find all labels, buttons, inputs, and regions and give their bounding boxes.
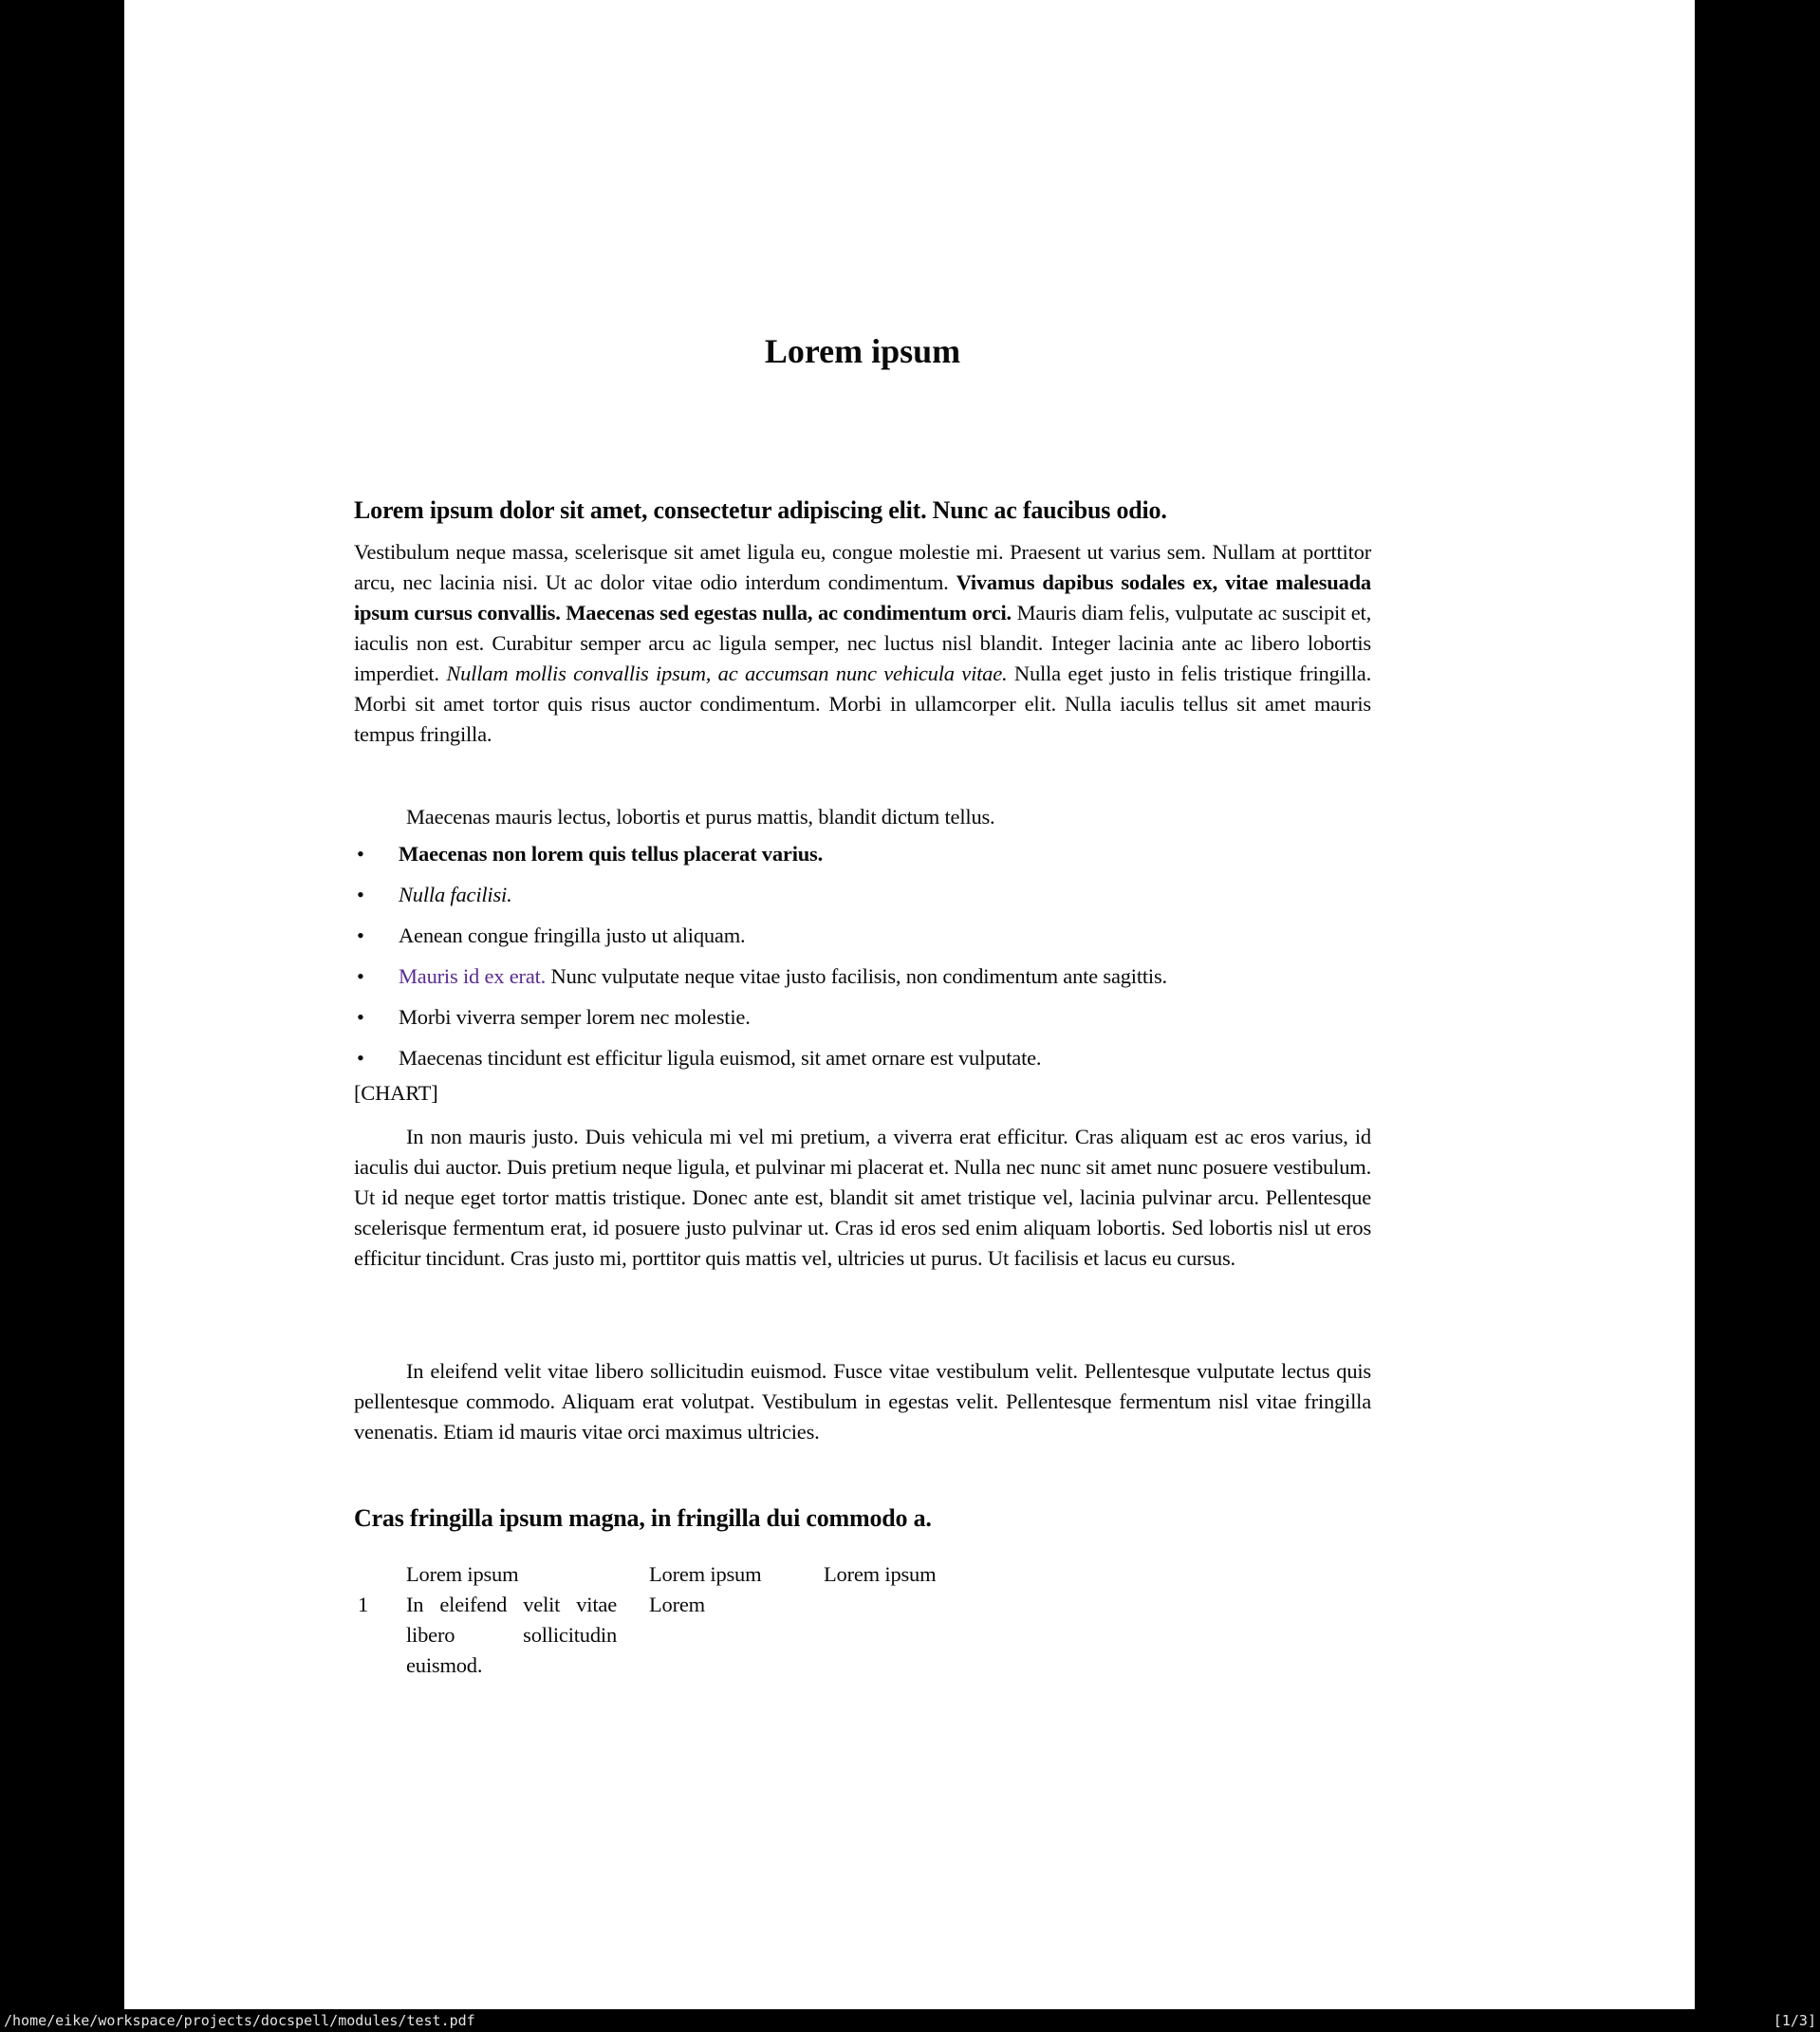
bullet-dot-icon: •: [357, 1005, 364, 1029]
table-cell-2: Lorem: [649, 1593, 705, 1616]
table-header-col3: Lorem ipsum: [824, 1562, 937, 1586]
bullet-item: [357, 1043, 1371, 1073]
bullet-item: [357, 921, 1371, 951]
text-segment: Nulla eget justo in felis tristique fringilla. Morbi sit amet tortor quis risus auctor condimentum. Morbi in ullamcorper elit. Nulla iaculis tellus sit amet mauris tempus fringilla.: [354, 662, 1371, 746]
section-heading-2: Cras fringilla ipsum magna, in fringilla dui commodo a.: [354, 1504, 932, 1532]
statusbar-file-path: /home/eike/workspace/projects/docspell/modules/test.pdf: [4, 2012, 475, 2029]
bullet-dot-icon: •: [357, 964, 364, 988]
text-segment: Aenean congue fringilla justo ut aliquam.: [399, 923, 746, 947]
text-segment: Vestibulum neque massa, scelerisque sit amet ligula eu, congue molestie mi. Praesent ut varius sem. Nullam at porttitor arcu, nec lacinia nisi. Ut ac dolor vitae odio interdum condimentum.: [354, 540, 1371, 594]
bullet-item-text: [399, 1046, 1041, 1070]
text-segment: Nunc vulputate neque vitae justo facilisis, non condimentum ante sagittis.: [546, 964, 1167, 988]
text-segment: Maecenas tincidunt est efficitur ligula euismod, sit amet ornare est vulputate.: [399, 1046, 1042, 1070]
bullet-item: [357, 1002, 1371, 1033]
statusbar: [0, 2009, 1820, 2032]
text-segment: Mauris diam felis, vulputate ac suscipit et, iaculis non est. Curabitur semper arcu ac ligula semper, nec luctus nisl blandit. Integer lacinia ante ac libero lobortis imperdiet.: [354, 601, 1371, 685]
paragraph-3: In eleifend velit vitae libero sollicitudin euismod. Fusce vitae vestibulum velit. Pellentesque vulputate lectus quis pellentesque commodo. Aliquam erat volutpat. Vestibulum in egestas velit. Pellentesque fermentum nisl vitae fringilla venenatis. Etiam id mauris vitae orci maximus ultricies.: [354, 1359, 1371, 1444]
pdf-page[interactable]: [124, 0, 1695, 2009]
bullet-dot-icon: •: [357, 842, 364, 866]
document-title: Lorem ipsum: [764, 332, 961, 370]
table-header-col1: Lorem ipsum: [406, 1562, 519, 1586]
bullet-dot-icon: •: [357, 923, 364, 947]
statusbar-page-indicator: [1/3]: [1773, 2012, 1816, 2029]
bullet-dot-icon: •: [357, 1046, 364, 1070]
bullet-list: [357, 839, 1371, 1084]
bullet-item-text: [399, 883, 512, 906]
bullet-item: [357, 839, 1371, 869]
text-segment: Morbi viverra semper lorem nec molestie.: [399, 1005, 751, 1029]
paragraph-intro-line: Maecenas mauris lectus, lobortis et purus mattis, blandit dictum tellus.: [406, 805, 995, 829]
section-heading-1: Lorem ipsum dolor sit amet, consectetur adipiscing elit. Nunc ac faucibus odio.: [354, 496, 1167, 524]
text-segment: Nullam mollis convallis ipsum, ac accumsan nunc vehicula vitae.: [446, 662, 1008, 685]
chart-placeholder: [CHART]: [354, 1081, 438, 1105]
inline-link[interactable]: Mauris id ex erat.: [399, 964, 547, 988]
bullet-item-text: [399, 842, 823, 866]
bullet-item: [357, 880, 1371, 910]
bullet-dot-icon: •: [357, 883, 364, 906]
text-segment: Vivamus dapibus sodales ex, vitae malesuada ipsum cursus convallis. Maecenas sed egestas nulla, ac condimentum orci.: [354, 570, 1371, 625]
table-header-col2: Lorem ipsum: [649, 1562, 762, 1586]
bullet-item-text: [399, 964, 1167, 988]
paragraph-2: In non mauris justo. Duis vehicula mi vel mi pretium, a viverra erat efficitur. Cras aliquam est ac eros varius, id iaculis dui auctor. Duis pretium neque ligula, et pulvinar mi placerat et. Nulla nec nunc sit amet nunc posuere vestibulum. Ut id neque eget tortor mattis tristique. Donec ante est, blandit sit amet tristique vel, lacinia pulvinar arcu. Pellentesque scelerisque fermentum erat, id posuere justo pulvinar ut. Cras id eros sed enim aliquam lobortis. Sed lobortis nisl ut eros efficitur tincidunt. Cras justo mi, porttitor quis mattis vel, ultricies ut purus. Ut facilisis et lacus eu cursus.: [354, 1125, 1371, 1270]
bullet-item-text: [399, 923, 745, 947]
paragraph-1: [354, 537, 1371, 750]
bullet-item-text: [399, 1005, 751, 1029]
text-segment: Maecenas non lorem quis tellus placerat varius.: [399, 842, 824, 866]
text-segment: Nulla facilisi.: [399, 883, 512, 906]
bullet-item: [357, 961, 1371, 992]
table-row-number: 1: [358, 1593, 369, 1616]
table-cell-1: In eleifend velit vitae libero sollicitudin euismod.: [406, 1593, 617, 1677]
